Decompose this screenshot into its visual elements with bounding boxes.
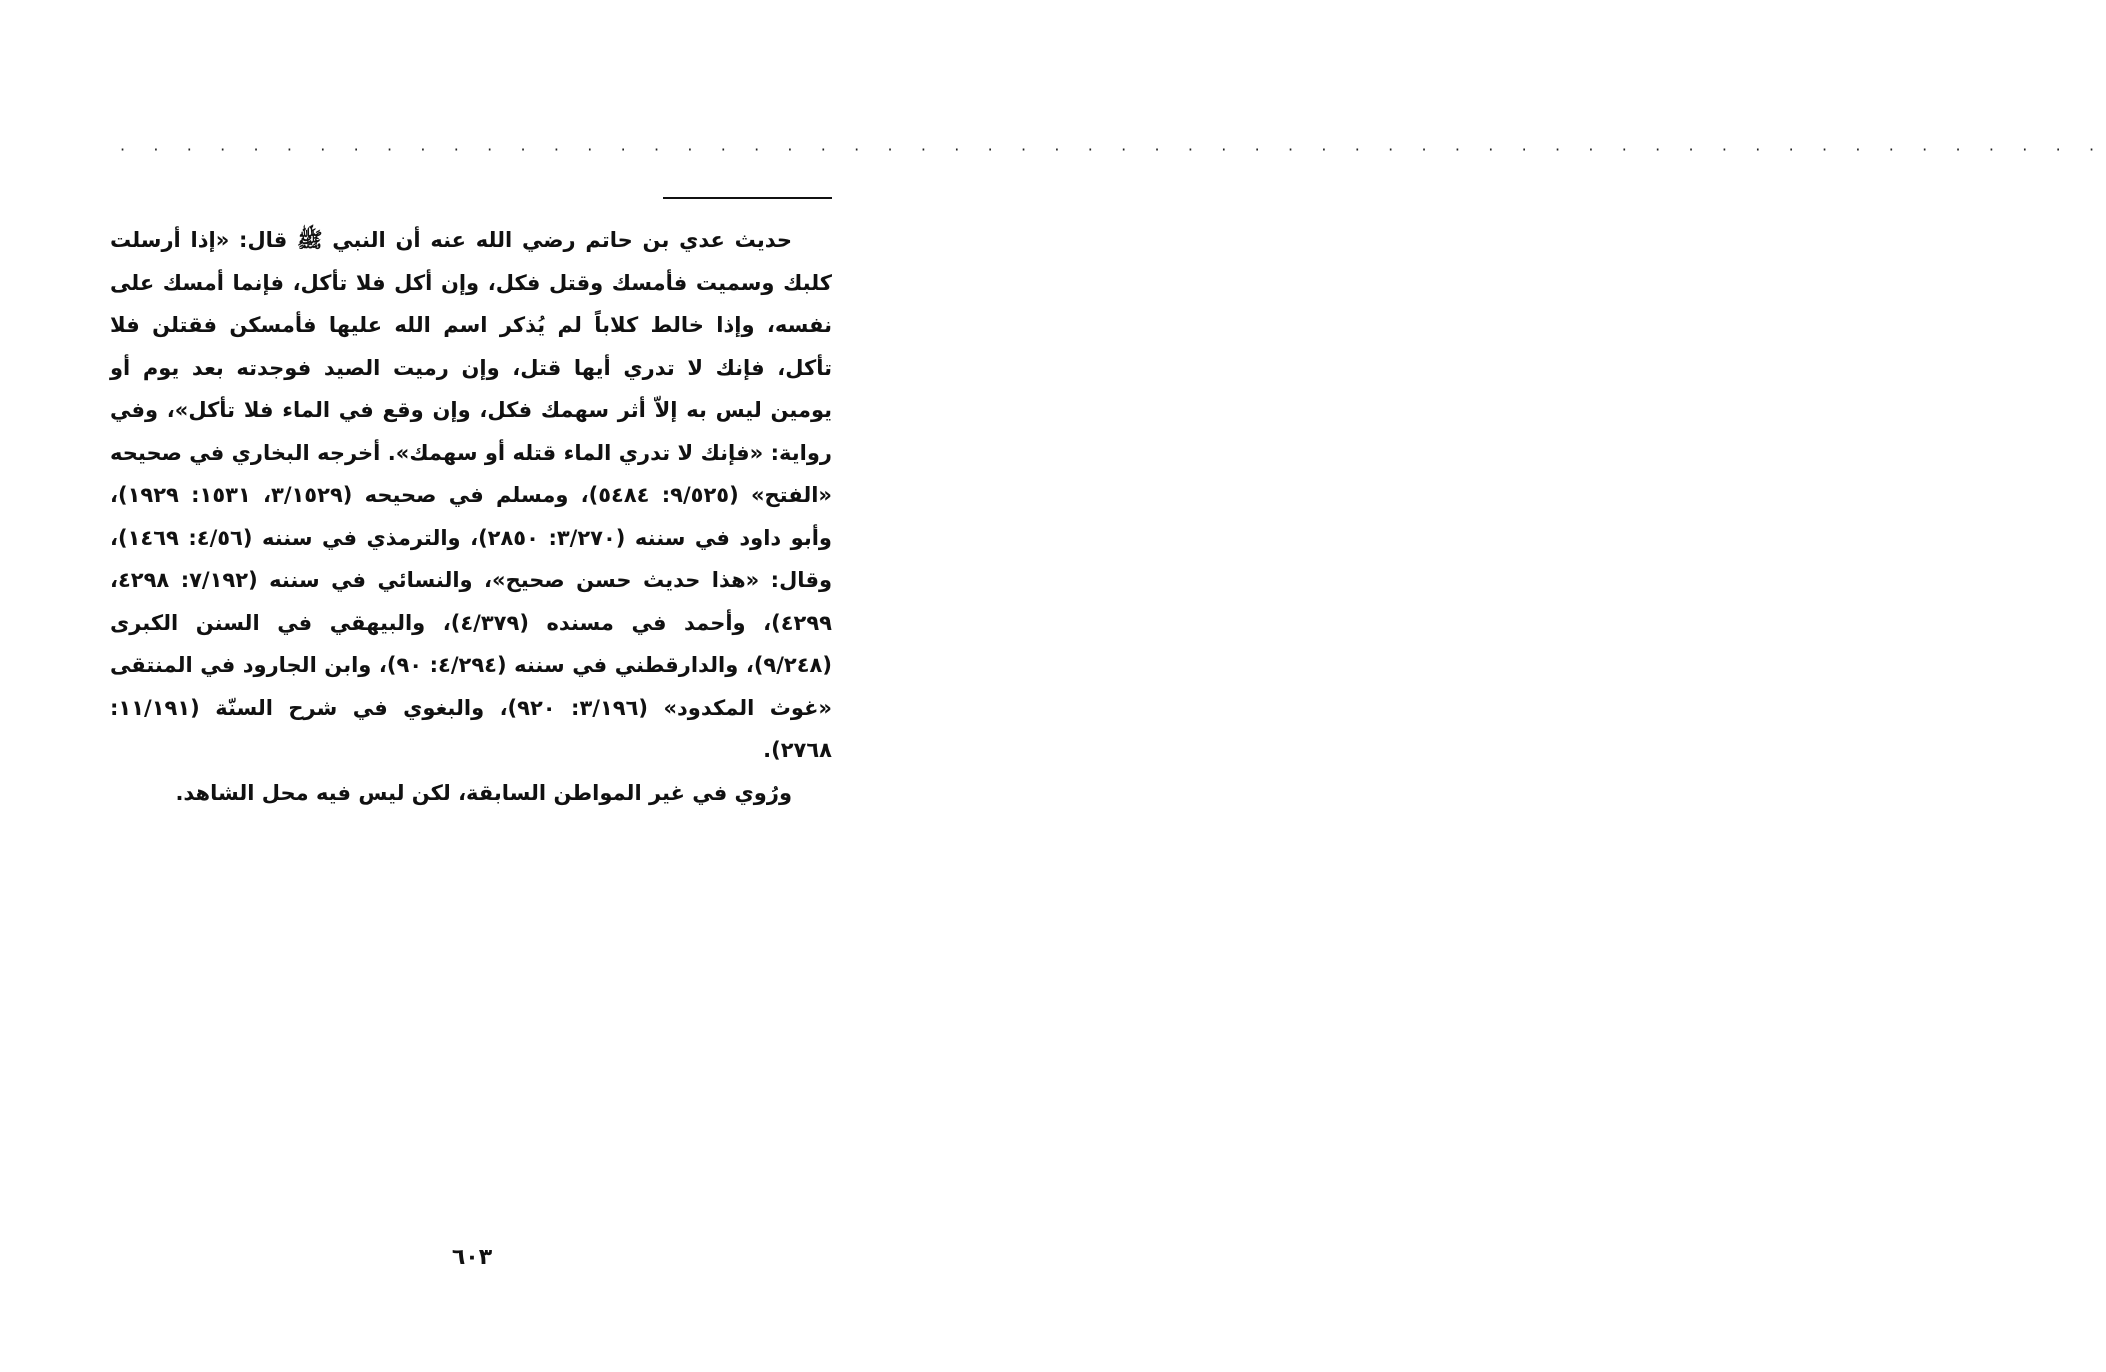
page-number: ٦٠٣ — [451, 1245, 493, 1270]
footnote-block — [110, 219, 832, 814]
dotted-divider: · · · · · · · · · · · · · · · · · · · · · · · · · · · · · · · · · · · · · · · · · · · · · · · · · · · · · · · · · · · · — [120, 140, 2106, 159]
footnote-paragraph-hadith-citation: حديث عدي بن حاتم رضي الله عنه أن النبي ﷺ قال: «إذا أرسلت كلبك وسميت فأمسك وقتل فكل، وإن أكل فلا تأكل، فإنما أمسك على نفسه، وإذا خالط كلاباً لم يُذكر اسم الله عليها فأمسكن فقتلن فلا تأكل، فإنك لا تدري أيها قتل، وإن رميت الصيد فوجدته بعد يوم أو يومين ليس به إلاّ أثر سهمك فكل، وإن وقع في الماء فلا تأكل»، وفي رواية: «فإنك لا تدري الماء قتله أو سهمك». أخرجه البخاري في صحيحه «الفتح» (٩/٥٢٥: ٥٤٨٤)، ومسلم في صحيحه (٣/١٥٢٩، ١٥٣١: ١٩٢٩)، وأبو داود في سننه (٣/٢٧٠: ٢٨٥٠)، والترمذي في سننه (٤/٥٦: ١٤٦٩)، وقال: «هذا حديث حسن صحيح»، والنسائي في سننه (٧/١٩٢: ٤٢٩٨، ٤٢٩٩)، وأحمد في مسنده (٤/٣٧٩)، والبيهقي في السنن الكبرى (٩/٢٤٨)، والدارقطني في سننه (٤/٢٩٤: ٩٠)، وابن الجارود في المنتقى «غوث المكدود» (٣/١٩٦: ٩٢٠)، والبغوي في شرح السنّة (١١/١٩١: ٢٧٦٨). — [110, 228, 833, 762]
footnote-separator-rule — [663, 197, 832, 199]
footnote-paragraph-note: ورُوي في غير المواطن السابقة، لكن ليس فيه محل الشاهد. — [175, 780, 792, 805]
